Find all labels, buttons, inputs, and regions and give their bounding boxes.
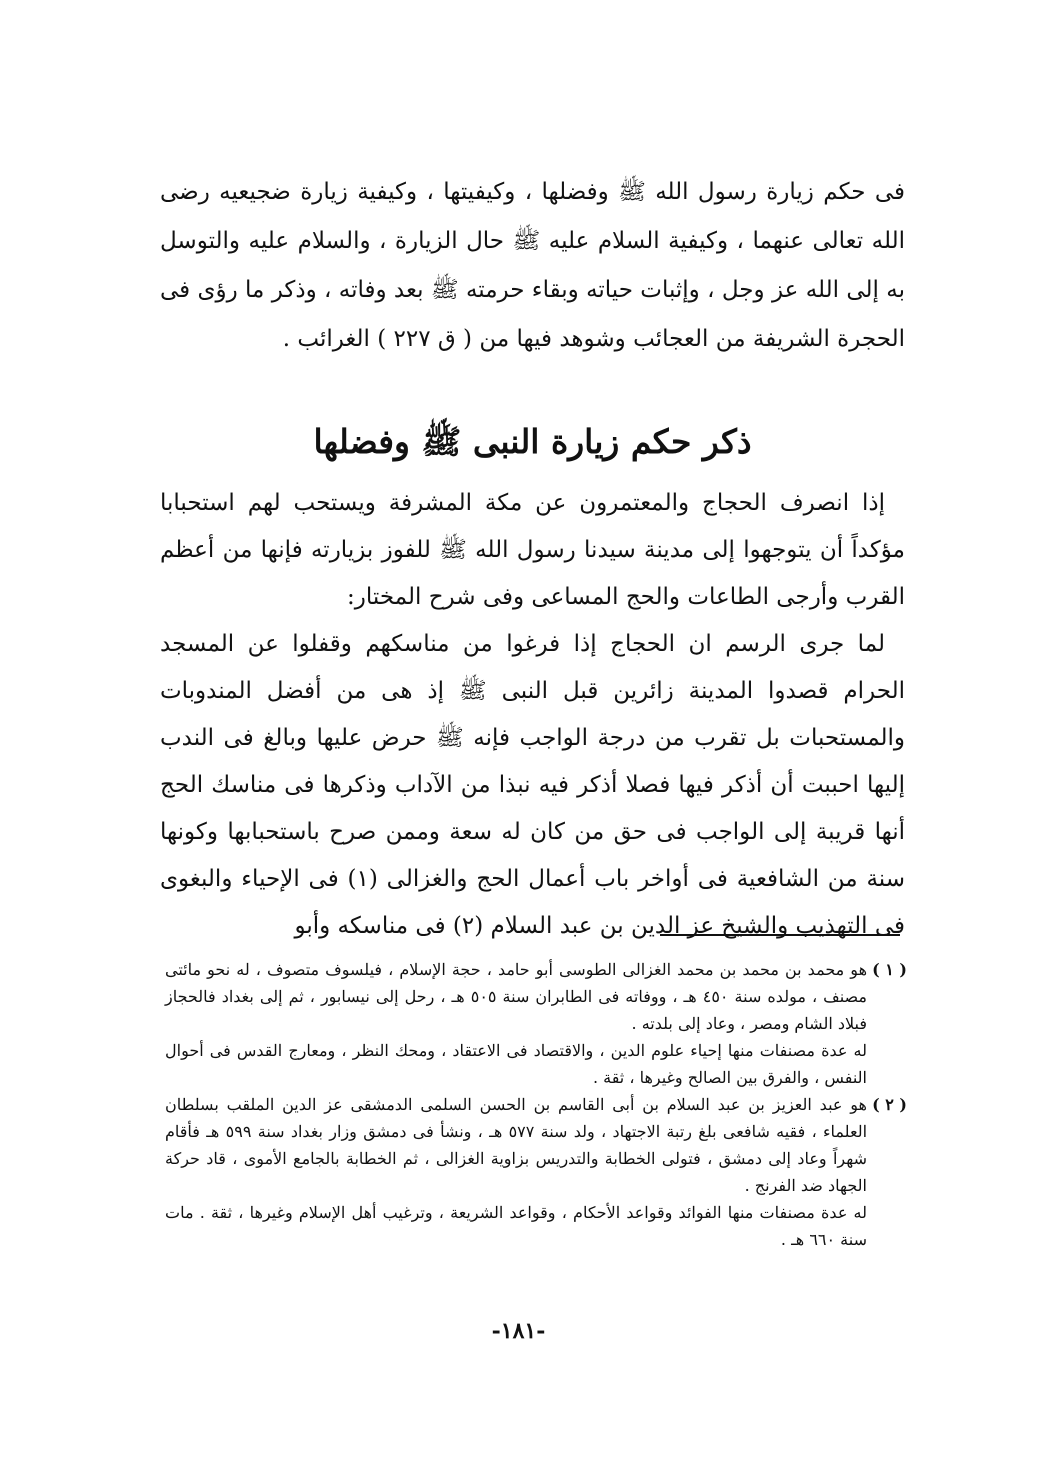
- footnote-line: له عدة مصنفات منها إحياء علوم الدين ، والاقتصاد فى الاعتقاد ، ومحك النظر ، ومعارج القدس فى أحوال النفس ، والفرق بين الصالح وغيرها ، ثقة .: [165, 1041, 867, 1087]
- footnote-divider: [660, 934, 900, 936]
- footnote-2: [165, 1091, 907, 1253]
- section-heading: ذكر حكم زيارة النبى ﷺ وفضلها: [313, 422, 752, 461]
- footnote-line: هو عبد العزيز بن عبد السلام بن أبى القاسم بن الحسن السلمى الدمشقى عز الدين الملقب بسلطان العلماء ، فقيه شافعى بلغ رتبة الاجتهاد ، ولد سنة ٥٧٧ هـ ، ونشأ فى دمشق وزار بغداد سنة ٥٩٩ هـ فأقام شهراً وعاد إلى دمشق ، فتولى الخطابة والتدريس بزاوية الغزالى ، ثم الخطابة بالجامع الأموى ، قاد حركة الجهاد ضد الفرنج .: [165, 1095, 868, 1195]
- footnotes: [165, 956, 907, 1253]
- intro-paragraph: فى حكم زيارة رسول الله ﷺ وفضلها ، وكيفيتها ، وكيفية زيارة ضجيعيه رضى الله تعالى عنهما ، وكيفية السلام عليه ﷺ حال الزيارة ، والسلام عليه والتوسل به إلى الله عز وجل ، وإثبات حياته وبقاء حرمته ﷺ بعد وفاته ، وذكر ما رؤى فى الحجرة الشريفة من العجائب وشوهد فيها من ( ق ٢٢٧ ) الغرائب .: [160, 179, 905, 352]
- body-text: [160, 480, 905, 950]
- footnote-line: هو محمد بن محمد بن محمد الغزالى الطوسى أبو حامد ، حجة الإسلام ، فيلسوف متصوف ، له نحو مائتى مصنف ، مولده سنة ٤٥٠ هـ ، ووفاته فى الطابران سنة ٥٠٥ هـ ، رحل إلى نيسابور ، ثم إلى بغداد فالحجاز فبلاد الشام ومصر ، وعاد إلى بلدته .: [165, 960, 868, 1033]
- page-number: -١٨١-: [491, 1318, 546, 1344]
- body-paragraph-1: إذا انصرف الحجاج والمعتمرون عن مكة المشرفة ويستحب لهم استحبابا مؤكداً أن يتوجهوا إلى مدينة سيدنا رسول الله ﷺ للفوز بزيارته فإنها من أعظم القرب وأرجى الطاعات والحج المساعى وفى شرح المختار:: [160, 490, 905, 610]
- footnote-1: [165, 956, 907, 1091]
- body-paragraph-2: لما جرى الرسم ان الحجاج إذا فرغوا من مناسكهم وقفلوا عن المسجد الحرام قصدوا المدينة زائرين قبل النبى ﷺ إذ هى من أفضل المندوبات والمستحبات بل تقرب من درجة الواجب فإنه ﷺ حرض عليها وبالغ فى الندب إليها احببت أن أذكر فيها فصلا أذكر فيه نبذا من الآداب وذكرها فى مناسك الحج أنها قريبة إلى الواجب فى حق من كان له سعة وممن صرح باستحبابها وكونها سنة من الشافعية فى أواخر باب أعمال الحج والغزالى (١) فى الإحياء والبغوى فى التهذيب والشيخ عز الدين بن عبد السلام (٢) فى مناسكه وأبو: [160, 631, 905, 939]
- footnote-number: ( ٢ ): [872, 1095, 907, 1114]
- footnote-line: له عدة مصنفات منها الفوائد وقواعد الأحكام ، وقواعد الشريعة ، وترغيب أهل الإسلام وغيرها ، ثقة . مات سنة ٦٦٠ هـ .: [165, 1203, 868, 1249]
- footnote-number: ( ١ ): [872, 960, 907, 979]
